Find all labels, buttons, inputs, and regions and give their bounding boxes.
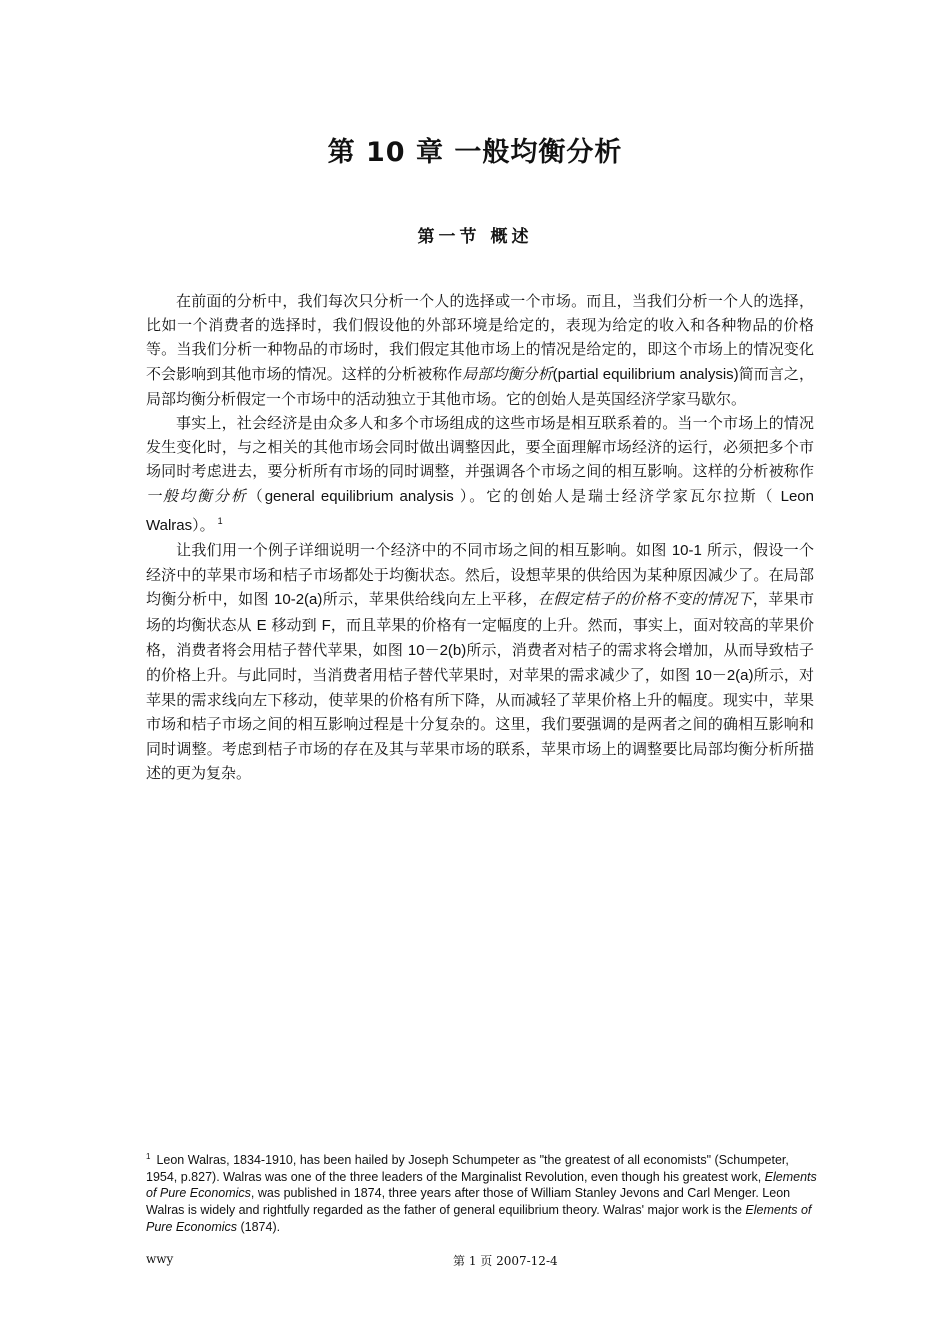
figure-ref: 10-1 <box>671 542 702 560</box>
text-run: 简而言之，局部均衡分析假定一个市场中的活动独立于其他市场。它的创始人是英国经济学家马歇尔。 <box>146 364 814 408</box>
point-label: F <box>321 616 331 634</box>
footnote <box>146 1149 818 1235</box>
chapter-title: 第 10 章 一般均衡分析 <box>327 137 623 168</box>
paragraph-1 <box>146 289 814 411</box>
text-run: (1874). <box>237 1219 281 1234</box>
text-run: Leon Walras, 1834-1910, has been hailed by Joseph Schumpeter as "the greatest of all economists" (Schumpeter, 1954, p.827). Walras was one of the three leaders of the Marginalist Revolution, even though his greatest work, <box>146 1153 789 1184</box>
paragraph-3 <box>146 538 814 785</box>
text-run: , was published in 1874, three years after those of William Stanley Jevons and Carl Menger. Leon Walras is widely and rightfully regarded as the father of general equilibrium theory. Walras' major work is the <box>146 1186 791 1217</box>
text-run: 移动到 <box>266 615 322 634</box>
footer-author: wwy <box>146 1252 174 1266</box>
book-title: Elements of Pure Economics <box>146 1202 812 1234</box>
english-term: (partial equilibrium analysis) <box>552 365 739 383</box>
term-general-equilibrium: 一般均衡分析 <box>146 486 248 505</box>
text-run: 让我们用一个例子详细说明一个经济中的不同市场之间的相互影响。如图 <box>176 541 672 560</box>
text-run: ，苹果市场的均衡状态从 <box>146 590 814 634</box>
book-title: Elements of Pure Economics <box>146 1169 817 1201</box>
text-run: ）。 <box>192 515 215 534</box>
english-term: （general equilibrium analysis ） <box>247 487 470 505</box>
text-run: 所示，对苹果的需求线向左下移动，使苹果的价格有所下降，从而减轻了苹果价格上升的幅度。现实中，苹果市场和桔子市场之间的相互影响过程是十分复杂的。这里，我们要强调的是两者之间的确相互影响和同时调整。考虑到桔子市场的存在及其与苹果市场的联系，苹果市场上的调整要比局部均衡分析所描述的更为复杂。 <box>146 666 814 782</box>
text-run: 在前面的分析中，我们每次只分析一个人的选择或一个市场。而且，当我们分析一个人的选择，比如一个消费者的选择时，我们假设他的外部环境是给定的，表现为给定的收入和各种物品的价格等。当我们分析一种物品的市场时，我们假定其他市场上的情况是给定的，即这个市场上的情况变化不会影响到其他市场的情况。这样的分析被称作 <box>146 292 814 383</box>
body-text <box>146 289 814 785</box>
figure-ref: 10－2(b) <box>407 641 467 659</box>
term-partial-equilibrium: 局部均衡分析 <box>462 364 553 383</box>
text-run: 所示，消费者对桔子的需求将会增加，从而导致桔子的价格上升。与此同时，当消费者用桔子替代苹果时，对苹果的需求减少了，如图 <box>146 640 814 685</box>
text-run: 。它的创始人是瑞士经济学家瓦尔拉斯（ <box>469 486 775 505</box>
point-label: E <box>256 616 267 634</box>
figure-ref: 10－2(a) <box>695 667 754 685</box>
section-title: 第一节 概述 <box>417 227 533 247</box>
footnote-reference[interactable]: 1 <box>217 515 223 526</box>
text-run: 所示，假设一个经济中的苹果市场和桔子市场都处于均衡状态。然后，设想苹果的供给因为某种原因减少了。在局部均衡分析中，如图 <box>146 541 814 609</box>
text-run: ，而且苹果的价格有一定幅度的上升。然而，事实上，面对较高的苹果价格，消费者将会用桔子替代苹果，如图 <box>146 615 814 659</box>
footer-page-date: 第 1 页 2007-12-4 <box>453 1254 558 1268</box>
paragraph-2 <box>146 411 814 538</box>
footnote-mark: 1 <box>146 1152 151 1161</box>
text-run: 所示，苹果供给线向左上平移， <box>322 590 538 609</box>
figure-ref: 10-2(a) <box>274 591 323 609</box>
person-name: Leon Walras <box>146 487 814 534</box>
italic-phrase: 在假定桔子的价格不变的情况下 <box>537 590 753 609</box>
text-run: 事实上，社会经济是由众多人和多个市场组成的这些市场是相互联系着的。当一个市场上的情况发生变化时，与之相关的其他市场会同时做出调整因此，要全面理解市场经济的运行，必须把多个市场同时考虑进去，要分析所有市场的同时调整，并强调各个市场之间的相互影响。这样的分析被称作 <box>146 414 814 481</box>
